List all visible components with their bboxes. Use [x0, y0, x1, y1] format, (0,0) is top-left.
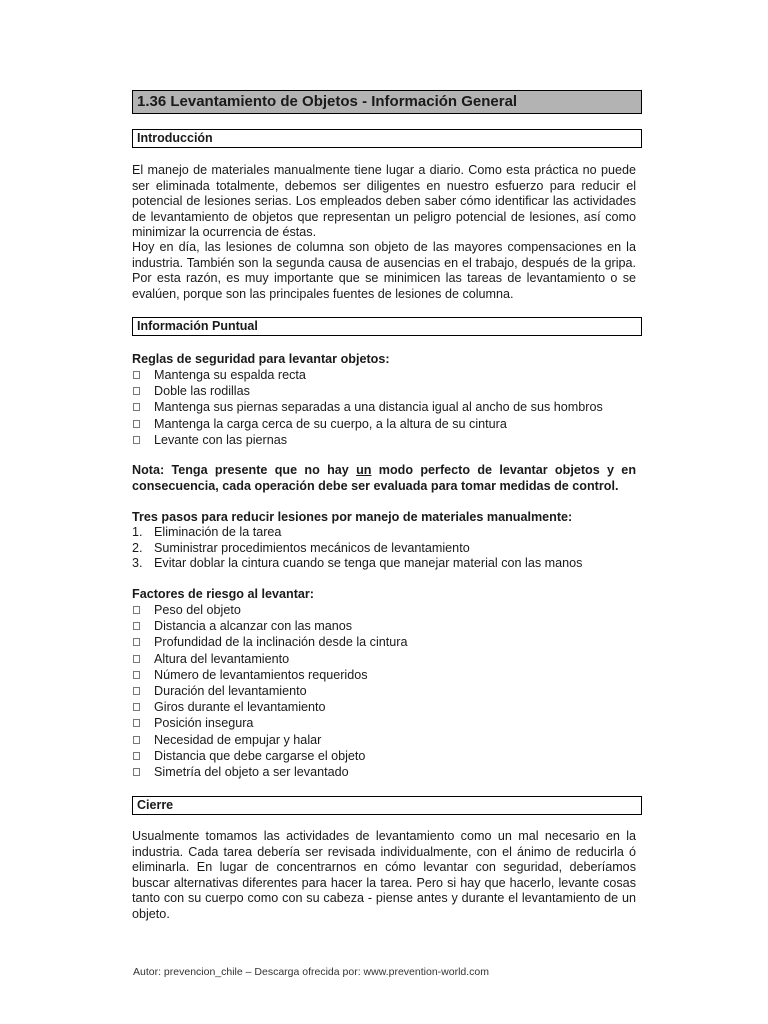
risk-factor-item — [132, 651, 636, 667]
safety-rule-item — [132, 432, 636, 448]
checkbox-bullet-icon — [133, 671, 140, 679]
safety-rule-item-text: Mantenga su espalda recta — [154, 368, 306, 382]
checkbox-bullet-icon — [133, 768, 140, 776]
intro-paragraph-2: Hoy en día, las lesiones de columna son objeto de las mayores compensaciones en la industria. También son la segunda causa de ausencias en el trabajo, después de la gripa. Por esta razón, es muy importante que se minimicen las tareas de levantamiento o se evalúen, porque son las principales fuentes de lesiones de columna. — [132, 240, 636, 301]
checkbox-bullet-icon — [133, 606, 140, 614]
risk-factors-title: Factores de riesgo al levantar: — [132, 587, 314, 601]
risk-factor-item-text: Posición insegura — [154, 716, 254, 731]
intro-paragraph-1: El manejo de materiales manualmente tiene lugar a diario. Como esta práctica no puede ser eliminada totalmente, debemos ser diligentes en nuestro esfuerzo para reducir el potencial de lesiones serias. Los empleados deben saber cómo identificar las actividades de levantamiento de objetos que representan un peligro potencial de lesiones, así como minimizar la ocurrencia de éstas. — [132, 163, 636, 239]
steps-title: Tres pasos para reducir lesiones por manejo de materiales manualmente: — [132, 510, 573, 524]
step-item — [132, 541, 636, 557]
risk-factor-item — [132, 667, 636, 683]
risk-factor-item-text: Distancia a alcanzar con las manos — [154, 619, 353, 634]
section-heading-info: Información Puntual — [132, 317, 642, 336]
checkbox-bullet-icon — [133, 622, 140, 630]
page-title: 1.36 Levantamiento de Objetos - Información General — [132, 90, 642, 114]
risk-factors-list — [132, 602, 636, 780]
risk-factor-item-text: Necesidad de empujar y halar — [154, 732, 322, 747]
step-text: Suministrar procedimientos mecánicos de levantamiento — [154, 540, 470, 555]
step-text: Evitar doblar la cintura cuando se tenga que manejar material con las manos — [154, 556, 583, 570]
safety-rule-item — [132, 416, 636, 432]
steps-list — [132, 525, 636, 572]
note-paragraph — [132, 462, 636, 494]
safety-rules-title: Reglas de seguridad para levantar objetos: — [132, 352, 390, 366]
checkbox-bullet-icon — [133, 436, 140, 444]
risk-factor-item-text: Peso del objeto — [154, 603, 241, 617]
section-heading-closing: Cierre — [132, 796, 642, 815]
safety-rules-list — [132, 367, 636, 448]
checkbox-bullet-icon — [133, 752, 140, 760]
safety-rule-item-text: Levante con las piernas — [154, 432, 288, 447]
step-item — [132, 556, 636, 572]
checkbox-bullet-icon — [133, 687, 140, 695]
risk-factor-item — [132, 602, 636, 618]
risk-factors-block — [132, 586, 636, 780]
step-number: 2. — [132, 540, 143, 555]
checkbox-bullet-icon — [133, 371, 140, 379]
checkbox-bullet-icon — [133, 655, 140, 663]
step-number: 3. — [132, 556, 143, 570]
note-text-end: modo perfecto de levantar objetos y en consecuencia, cada operación debe ser evaluada para tomar medidas de control. — [132, 463, 637, 493]
risk-factor-item — [132, 683, 636, 699]
safety-rule-item-text: Mantenga sus piernas separadas a una distancia igual al ancho de sus hombros — [154, 400, 603, 415]
risk-factor-item-text: Profundidad de la inclinación desde la cintura — [154, 635, 408, 650]
risk-factor-item — [132, 634, 636, 650]
closing-paragraph: Usualmente tomamos las actividades de levantamiento como un mal necesario en la industria. Cada tarea debería ser revisada individualmente, con el ánimo de reducirla ó eliminarla. En lugar de concentrarnos en cómo levantar con seguridad, deberíamos buscar alternativas diferentes para hacer la tarea. Pero si hay que hacerlo, levante cosas tanto con su cuerpo como con su cabeza - piense antes y durante el levantamiento de un objeto. — [132, 829, 636, 921]
risk-factor-item-text: Simetría del objeto a ser levantado — [154, 765, 349, 780]
checkbox-bullet-icon — [133, 638, 140, 646]
risk-factor-item-text: Duración del levantamiento — [154, 684, 307, 699]
steps-block — [132, 509, 636, 572]
footer-credit: Autor: prevencion_chile – Descarga ofrecida por: www.prevention-world.com — [133, 966, 490, 978]
risk-factor-item-text: Giros durante el levantamiento — [154, 700, 326, 715]
checkbox-bullet-icon — [133, 387, 140, 395]
checkbox-bullet-icon — [133, 703, 140, 711]
checkbox-bullet-icon — [133, 403, 140, 411]
safety-rule-item-text: Mantenga la carga cerca de su cuerpo, a la altura de su cintura — [154, 416, 507, 431]
checkbox-bullet-icon — [133, 736, 140, 744]
risk-factor-item-text: Número de levantamientos requeridos — [154, 667, 368, 682]
safety-rule-item-text: Doble las rodillas — [154, 384, 250, 399]
risk-factor-item-text: Distancia que debe cargarse el objeto — [154, 748, 366, 763]
safety-rule-item — [132, 399, 636, 415]
risk-factor-item — [132, 732, 636, 748]
safety-rules-block — [132, 351, 636, 448]
note-underlined-word: un — [356, 463, 372, 477]
risk-factor-item — [132, 618, 636, 634]
checkbox-bullet-icon — [133, 719, 140, 727]
note-text-start: Nota: Tenga presente que no hay — [132, 463, 357, 477]
step-item — [132, 525, 636, 541]
step-number: 1. — [132, 525, 143, 539]
checkbox-bullet-icon — [133, 420, 140, 428]
step-text: Eliminación de la tarea — [154, 525, 282, 539]
risk-factor-item — [132, 715, 636, 731]
risk-factor-item — [132, 764, 636, 780]
section-heading-intro: Introducción — [132, 129, 642, 148]
risk-factor-item — [132, 748, 636, 764]
risk-factor-item-text: Altura del levantamiento — [154, 651, 290, 666]
safety-rule-item — [132, 367, 636, 383]
safety-rule-item — [132, 383, 636, 399]
risk-factor-item — [132, 699, 636, 715]
